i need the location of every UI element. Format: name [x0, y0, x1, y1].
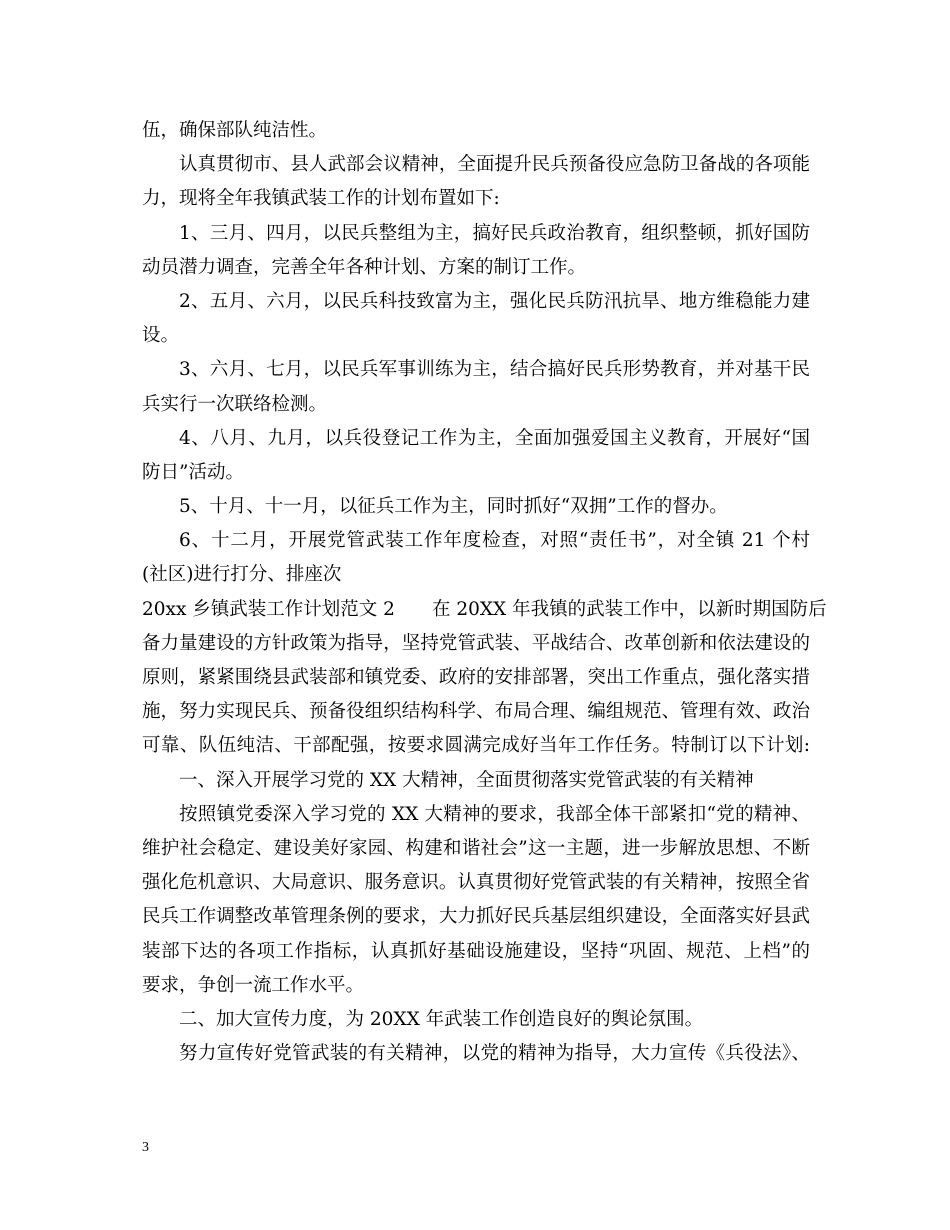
- text-line: 努力宣传好党管武装的有关精神，以党的精神为指导，大力宣传《兵役法》、: [179, 1043, 810, 1065]
- text-line: 民兵工作调整改革管理条例的要求，大力抓好民兵基层组织建设，全面落实好县武: [142, 906, 810, 928]
- text-line: 按照镇党委深入学习党的 XX 大精神的要求，我部全体干部紧扣“党的精神、: [179, 803, 810, 825]
- text-line: 装部下达的各项工作指标，认真抓好基础设施建设，坚持“巩固、规范、上档”的: [142, 940, 810, 962]
- text-line: 4、八月、九月，以兵役登记工作为主，全面加强爱国主义教育，开展好“国: [179, 427, 810, 449]
- document-body: [142, 114, 827, 1071]
- text-line: 可靠、队伍纯洁、干部配强，按要求圆满完成好当年工作任务。特制订以下计划:: [142, 735, 810, 757]
- text-line: 施，努力实现民兵、预备役组织结构科学、布局合理、编组规范、管理有效、政治: [142, 701, 810, 723]
- text-line: 2、五月、六月，以民兵科技致富为主，强化民兵防汛抗旱、地方维稳能力建: [179, 290, 810, 312]
- text-line: 备力量建设的方针政策为指导，坚持党管武装、平战结合、改革创新和依法建设的: [142, 632, 810, 654]
- text-line: 20xx 乡镇武装工作计划范文 2 在 20XX 年我镇的武装工作中，以新时期国防后: [142, 598, 827, 620]
- text-line: 动员潜力调查，完善全年各种计划、方案的制订工作。: [142, 256, 587, 278]
- text-line: 伍，确保部队纯洁性。: [142, 120, 328, 141]
- text-line: 防日”活动。: [142, 461, 244, 483]
- text-line: 认真贯彻市、县人武部会议精神，全面提升民兵预备役应急防卫备战的各项能: [179, 154, 810, 176]
- text-line: 二、加大宣传力度，为 20XX 年武装工作创造良好的舆论氛围。: [179, 1008, 704, 1030]
- text-line: (社区)进行打分、排座次: [142, 564, 342, 586]
- text-line: 原则，紧紧围绕县武装部和镇党委、政府的安排部署，突出工作重点，强化落实措: [142, 667, 810, 688]
- page-number: 3: [142, 1140, 149, 1155]
- text-line: 维护社会稳定、建设美好家园、构建和谐社会”这一主题，进一步解放思想、不断: [142, 837, 810, 859]
- text-line: 6、十二月，开展党管武装工作年度检查，对照“责任书”，对全镇 21 个村: [179, 530, 810, 552]
- text-line: 兵实行一次联络检测。: [142, 393, 328, 415]
- text-line: 强化危机意识、大局意识、服务意识。认真贯彻好党管武装的有关精神，按照全省: [142, 872, 810, 894]
- text-line: 1、三月、四月，以民兵整组为主，搞好民兵政治教育，组织整顿，抓好国防: [179, 222, 810, 244]
- text-line: 3、六月、七月，以民兵军事训练为主，结合搞好民兵形势教育，并对基干民: [179, 359, 810, 381]
- text-line: 力，现将全年我镇武装工作的计划布置如下:: [142, 188, 500, 210]
- text-line: 一、深入开展学习党的 XX 大精神，全面贯彻落实党管武装的有关精神: [179, 769, 754, 791]
- text-line: 要求，争创一流工作水平。: [142, 974, 365, 996]
- text-line: 设。: [142, 325, 180, 347]
- text-line: 5、十月、十一月，以征兵工作为主，同时抓好“双拥”工作的督办。: [179, 496, 728, 518]
